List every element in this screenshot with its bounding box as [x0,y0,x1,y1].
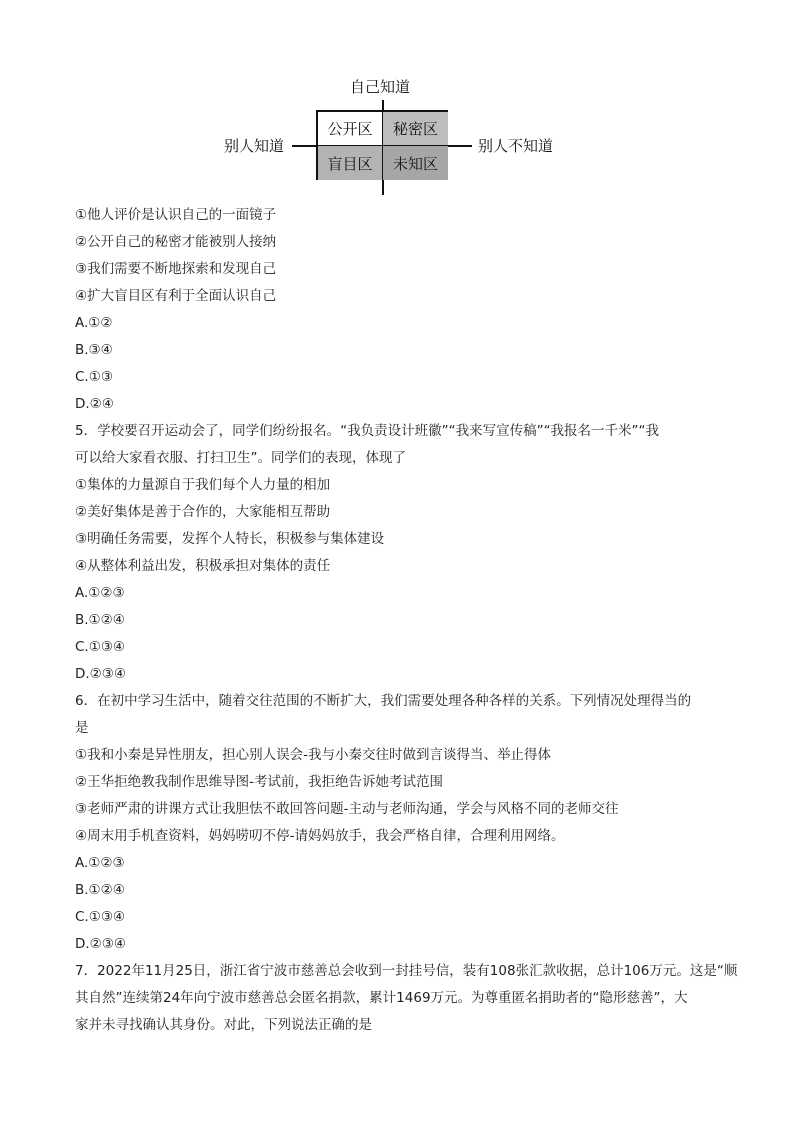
q4-answer-d: D.②④ [75,396,114,412]
q5-option-3: ③明确任务需要，发挥个人特长，积极参与集体建设 [75,531,385,547]
cell-secret-area: 秘密区 [383,112,448,146]
cell-open-area: 公开区 [318,112,383,146]
q5-answer-a: A.①②③ [75,585,125,601]
q5-option-2: ②美好集体是善于合作的，大家能相互帮助 [75,504,331,520]
q4-answer-c: C.①③ [75,369,113,385]
q5-answer-d: D.②③④ [75,666,126,682]
q6-option-3: ③老师严肃的讲课方式让我胆怯不敢回答问题-主动与老师沟通，学会与风格不同的老师交往 [75,801,619,817]
q5-option-1: ①集体的力量源自于我们每个人力量的相加 [75,477,331,493]
johari-window-diagram [0,0,794,200]
question-content [75,202,738,1039]
diagram-left-axis [292,145,316,147]
q6-answer-d: D.②③④ [75,936,126,952]
q5-answer-b: B.①②④ [75,612,125,628]
q4-answer-b: B.③④ [75,342,113,358]
q6-answer-c: C.①③④ [75,909,126,925]
diagram-left-label: 别人知道 [224,137,285,155]
q4-option-4: ④扩大盲目区有利于全面认识自己 [75,288,277,304]
q4-option-2: ②公开自己的秘密才能被别人接纳 [75,234,277,250]
q6-answer-b: B.①②④ [75,882,125,898]
q5-stem-line-2: 可以给大家看衣服、打扫卫生”。同学们的表现，体现了 [75,450,406,466]
q6-stem-line-1: 6．在初中学习生活中，随着交往范围的不断扩大，我们需要处理各种各样的关系。下列情况处理得当的 [75,693,692,709]
q7-stem-line-2: 其自然”连续第24年向宁波市慈善总会匿名捐款，累计1469万元。为尊重匿名捐助者的“隐形慈善”，大 [75,990,688,1006]
q6-answer-a: A.①②③ [75,855,125,871]
diagram-right-axis [448,145,472,147]
diagram-grid [316,110,448,180]
q7-stem-line-3: 家并未寻找确认其身份。对此，下列说法正确的是 [75,1017,372,1033]
q6-stem-line-2: 是 [75,720,89,736]
q5-stem-line-1: 5．学校要召开运动会了，同学们纷纷报名。“我负责设计班徽”“我来写宣传稿”“我报名一千米”“我 [75,423,660,439]
diagram-top-label: 自己知道 [350,78,411,96]
q6-option-1: ①我和小秦是异性朋友，担心别人误会-我与小秦交往时做到言谈得当、举止得体 [75,747,551,763]
cell-unknown-area: 未知区 [383,146,448,180]
cell-blind-area: 盲目区 [318,146,383,180]
q4-answer-a: A.①② [75,315,113,331]
q7-stem-line-1: 7．2022年11月25日，浙江省宁波市慈善总会收到一封挂号信，装有108张汇款收据，总计106万元。这是“顺 [75,963,738,979]
diagram-right-label: 别人不知道 [478,137,554,155]
q5-answer-c: C.①③④ [75,639,126,655]
q5-option-4: ④从整体利益出发，积极承担对集体的责任 [75,558,331,574]
q6-option-2: ②王华拒绝教我制作思维导图-考试前，我拒绝告诉她考试范围 [75,774,443,790]
q4-option-1: ①他人评价是认识自己的一面镜子 [75,207,277,223]
q4-option-3: ③我们需要不断地探索和发现自己 [75,261,277,277]
q6-option-4: ④周末用手机查资料，妈妈唠叨不停-请妈妈放手，我会严格自律，合理利用网络。 [75,828,565,844]
